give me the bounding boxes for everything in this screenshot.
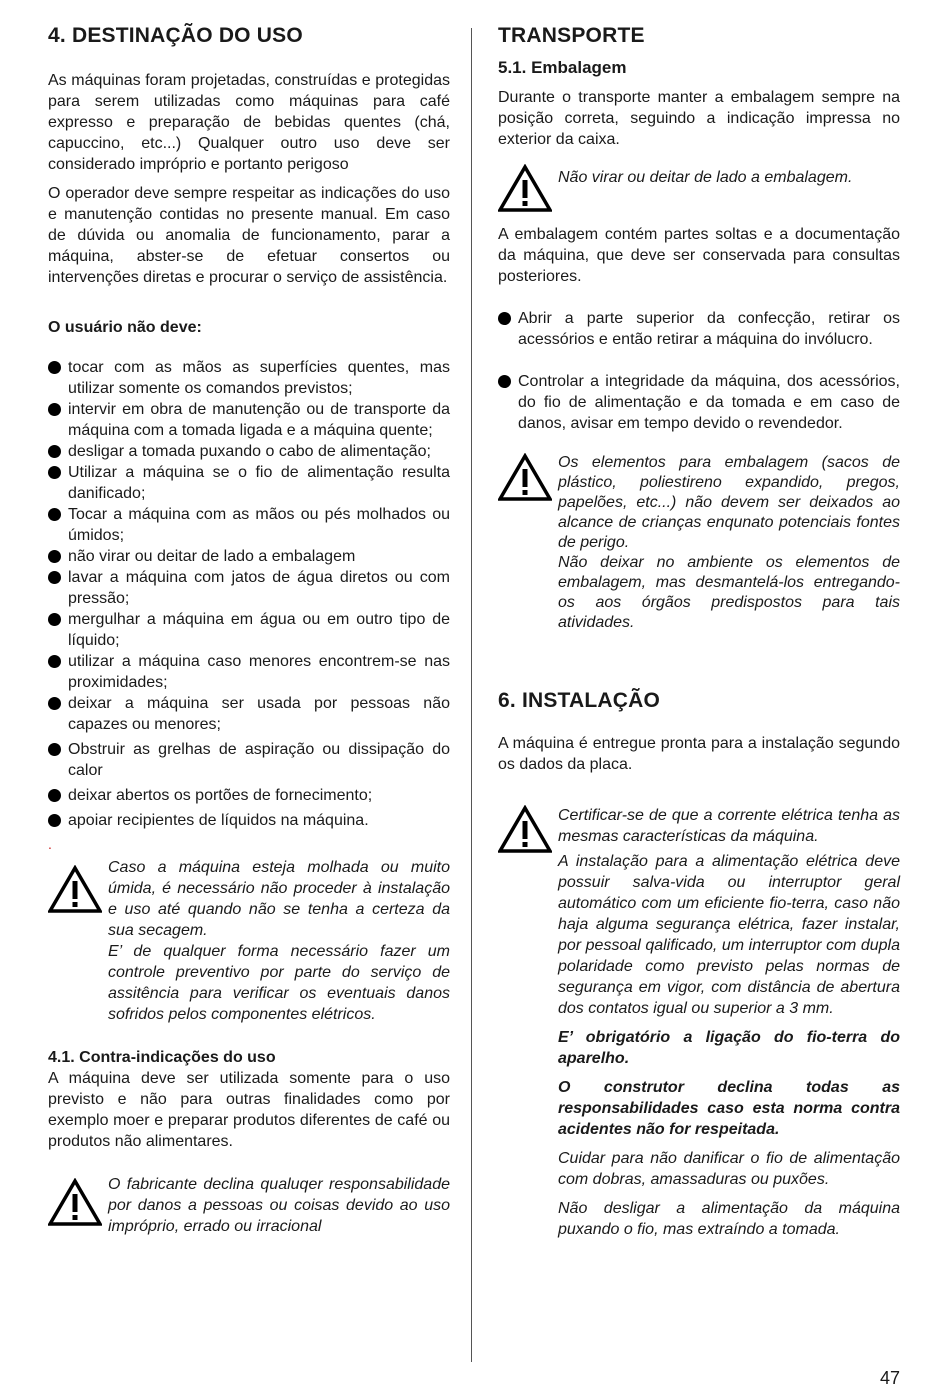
list-item: Controlar a integridade da máquina, dos acessórios, do fio de alimentação e da tomada e em caso de danos, avisar em tempo devido o revendedor. bbox=[498, 371, 900, 434]
list-item: Abrir a parte superior da confecção, retirar os acessórios e então retirar a máquina do invólucro. bbox=[498, 308, 900, 350]
subheading-embalagem: 5.1. Embalagem bbox=[498, 58, 627, 77]
warning-text: Caso a máquina esteja molhada ou muito úmida, é necessário não proceder à instalação e uso até quando não se tenha a certeza da sua secagem. bbox=[108, 859, 450, 939]
section-heading-transporte: TRANSPORTE bbox=[498, 24, 645, 47]
stray-mark: . bbox=[48, 836, 52, 852]
warning-triangle-icon bbox=[48, 865, 102, 913]
warning-text: Cuidar para não danificar o fio de alimentação com dobras, amassaduras ou puxões. bbox=[558, 1150, 900, 1188]
left-column bbox=[48, 20, 450, 1237]
warning-triangle-icon bbox=[498, 453, 552, 501]
right-column bbox=[498, 20, 900, 1240]
warning-block-packaging-elements bbox=[498, 453, 900, 633]
warning-block-wet-machine bbox=[48, 857, 450, 1025]
paragraph: Durante o transporte manter a embalagem sempre na posição correta, seguindo a indicação impressa no exterior da caixa. bbox=[498, 89, 900, 148]
paragraph: O operador deve sempre respeitar as indicações do uso e manutenção contidas no presente manual. Em caso de dúvida ou anomalia de funcionamento, parar a máquina, abster-se de efetuar consertos ou intervenções diretas e procurar o serviço de assistência. bbox=[48, 185, 450, 286]
list-item: Obstruir as grelhas de aspiração ou dissipação do calor bbox=[48, 739, 450, 781]
paragraph: As máquinas foram projetadas, construídas e protegidas para serem utilizadas como máquinas para café expresso e preparação de bebidas quentes (chá, capuccino, etc...) Qualquer outro uso deve ser considerado impróprio e portanto perigoso bbox=[48, 72, 450, 173]
list-item: apoiar recipientes de líquidos na máquina. bbox=[48, 810, 450, 831]
paragraph: A máquina é entregue pronta para a instalação segundo os dados da placa. bbox=[498, 735, 900, 773]
warning-text: Não desligar a alimentação da máquina puxando o fio, mas extraíndo a tomada. bbox=[558, 1200, 900, 1238]
warning-triangle-icon bbox=[498, 164, 552, 212]
list-item: desligar a tomada puxando o cabo de alimentação; bbox=[48, 441, 450, 462]
warning-text: Os elementos para embalagem (sacos de plástico, poliestireno expandido, pregos, papelões, etc...) não devem ser deixados ao alcance de crianças enqunato potenciais fontes de perigo. bbox=[558, 454, 900, 551]
warning-block-manufacturer bbox=[48, 1174, 450, 1237]
warning-text: A instalação para a alimentação elétrica deve possuir salva-vida ou interruptor geral automático com um eficiente fio-terra, caso não haja alguma segurança elétrica, fazer instalar, por pessoal qalificado, um interruptor com dupla polaridade como previsto pelas normas de segurança em vigor, com distância de abertura dos contatos igual ou superior a 3 mm. bbox=[558, 853, 900, 1017]
page-number: 47 bbox=[879, 1368, 900, 1388]
prohibited-actions-list bbox=[48, 357, 450, 831]
warning-text: E’ de qualquer forma necessário fazer um controle preventivo por parte do serviço de assitência para verificar os eventuais danos sofridos pelos componentes elétricos. bbox=[108, 943, 450, 1023]
section-heading-instalacao: 6. INSTALAÇÃO bbox=[498, 689, 661, 712]
warning-block-packaging-position bbox=[498, 164, 900, 212]
warning-text: Não deixar no ambiente os elementos de embalagem, mas desmantelá-los entregando-os aos órgãos predispostos para tais atividades. bbox=[558, 554, 900, 631]
list-item: lavar a máquina com jatos de água diretos ou com pressão; bbox=[48, 567, 450, 609]
list-item: utilizar a máquina caso menores encontrem-se nas proximidades; bbox=[48, 651, 450, 693]
list-item: não virar ou deitar de lado a embalagem bbox=[48, 546, 450, 567]
warning-text: Não virar ou deitar de lado a embalagem. bbox=[558, 169, 853, 186]
warning-text-bold: E’ obrigatório a ligação do fio-terra do aparelho. bbox=[558, 1029, 900, 1067]
section-heading-destinacao: 4. DESTINAÇÃO DO USO bbox=[48, 24, 303, 47]
list-item: tocar com as mãos as superfícies quentes, mas utilizar somente os comandos previstos; bbox=[48, 357, 450, 399]
paragraph: A embalagem contém partes soltas e a documentação da máquina, que deve ser conservada para consultas posteriores. bbox=[498, 226, 900, 285]
list-item: intervir em obra de manutenção ou de transporte da máquina com a tomada ligada e a máquina quente; bbox=[48, 399, 450, 441]
warning-text-bold: O construtor declina todas as responsabilidades caso esta norma contra acidentes não for respeitada. bbox=[558, 1079, 900, 1138]
subheading-usuario-nao-deve: O usuário não deve: bbox=[48, 319, 202, 336]
list-item: mergulhar a máquina em água ou em outro tipo de líquido; bbox=[48, 609, 450, 651]
column-divider bbox=[471, 28, 472, 1362]
warning-triangle-icon bbox=[498, 805, 552, 853]
subheading-contra-indicacoes: 4.1. Contra-indicações do uso bbox=[48, 1049, 276, 1066]
warning-text: Certificar-se de que a corrente elétrica tenha as mesmas características da máquina. bbox=[558, 807, 900, 845]
list-item: Utilizar a máquina se o fio de alimentação resulta danificado; bbox=[48, 462, 450, 504]
warning-text: O fabricante declina qualuqer responsabilidade por danos a pessoas ou coisas devido ao uso impróprio, errado ou irracional bbox=[108, 1176, 450, 1235]
list-item: deixar abertos os portões de fornecimento; bbox=[48, 785, 450, 806]
paragraph: A máquina deve ser utilizada somente para o uso previsto e não para outras finalidades como por exemplo moer e preparar produtos diferentes de café ou produtos não alimentares. bbox=[48, 1070, 450, 1150]
warning-block-installation bbox=[498, 805, 900, 1240]
packaging-steps-list bbox=[498, 308, 900, 434]
warning-triangle-icon bbox=[48, 1178, 102, 1226]
list-item: deixar a máquina ser usada por pessoas não capazes ou menores; bbox=[48, 693, 450, 735]
list-item: Tocar a máquina com as mãos ou pés molhados ou úmidos; bbox=[48, 504, 450, 546]
